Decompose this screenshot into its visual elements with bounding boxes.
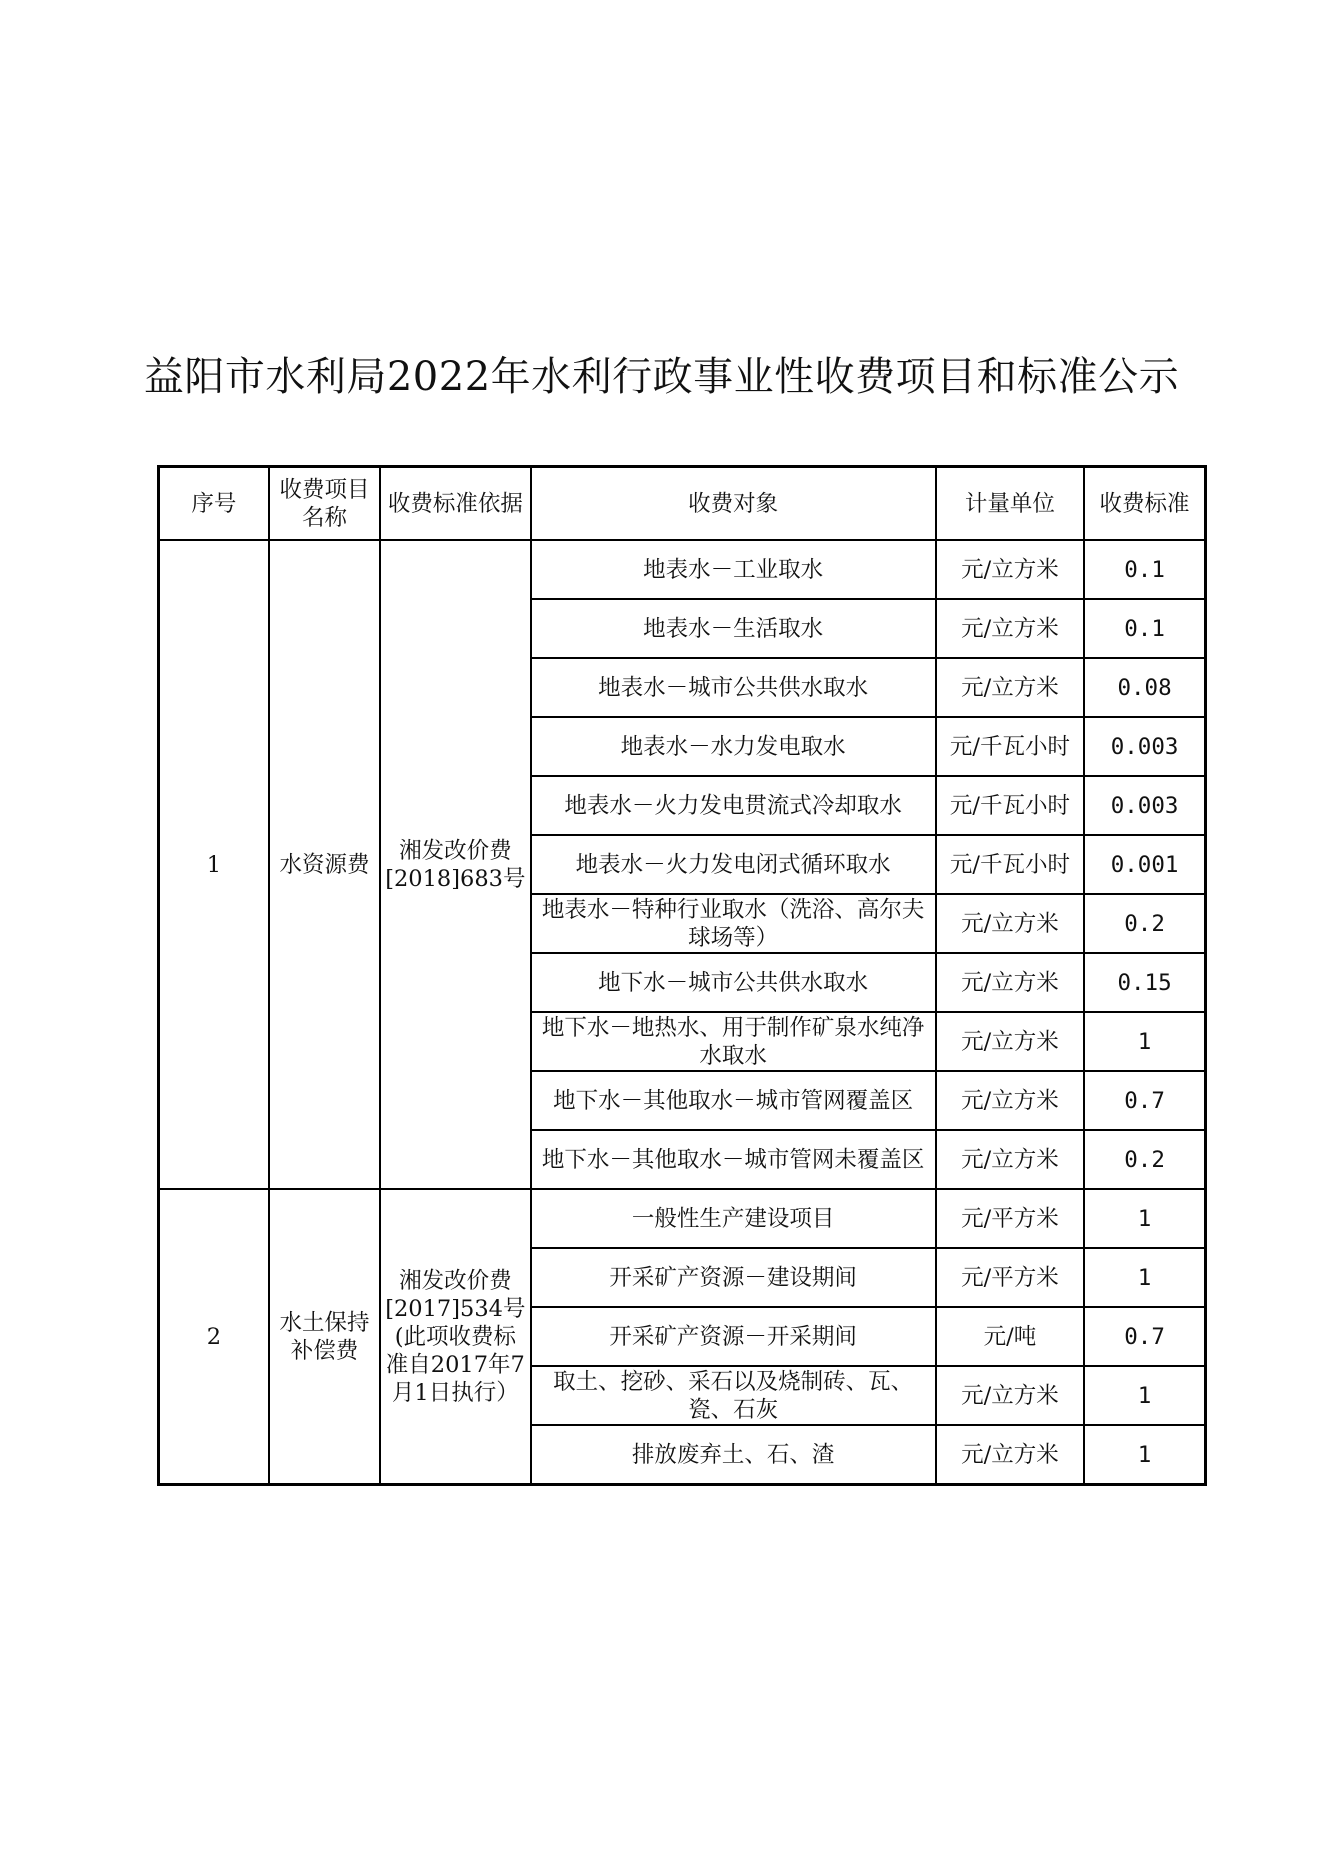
fee-standard: 1: [1084, 1425, 1205, 1485]
fee-object: 地下水－其他取水－城市管网覆盖区: [531, 1071, 936, 1130]
fee-unit: 元/立方米: [936, 894, 1084, 953]
fee-unit: 元/立方米: [936, 1366, 1084, 1425]
fee-object: 地表水－火力发电贯流式冷却取水: [531, 776, 936, 835]
group-item: 水土保持补偿费: [269, 1189, 380, 1485]
fee-standard: 0.1: [1084, 599, 1205, 658]
fee-unit: 元/立方米: [936, 953, 1084, 1012]
fee-unit: 元/立方米: [936, 540, 1084, 599]
fee-object: 地表水－火力发电闭式循环取水: [531, 835, 936, 894]
fee-unit: 元/千瓦小时: [936, 835, 1084, 894]
fee-object: 地下水－其他取水－城市管网未覆盖区: [531, 1130, 936, 1189]
fee-unit: 元/立方米: [936, 1071, 1084, 1130]
fee-standard: 0.7: [1084, 1071, 1205, 1130]
group-basis: 湘发改价费[2017]534号(此项收费标准自2017年7月1日执行）: [380, 1189, 530, 1485]
fee-object: 地下水－地热水、用于制作矿泉水纯净水取水: [531, 1012, 936, 1071]
fee-standard: 0.001: [1084, 835, 1205, 894]
page-title: 益阳市水利局2022年水利行政事业性收费项目和标准公示: [143, 354, 1180, 400]
fee-unit: 元/千瓦小时: [936, 717, 1084, 776]
group-item: 水资源费: [269, 540, 380, 1189]
fee-unit: 元/立方米: [936, 1012, 1084, 1071]
fee-standard: 1: [1084, 1366, 1205, 1425]
header-no: 序号: [159, 467, 269, 541]
fee-object: 地表水－工业取水: [531, 540, 936, 599]
fee-unit: 元/吨: [936, 1307, 1084, 1366]
table-row: [159, 540, 1206, 599]
fee-unit: 元/立方米: [936, 658, 1084, 717]
fee-object: 开采矿产资源－开采期间: [531, 1307, 936, 1366]
header-standard: 收费标准: [1084, 467, 1205, 541]
table-row: [159, 1189, 1206, 1248]
fee-standard: 0.003: [1084, 776, 1205, 835]
fee-table: [157, 465, 1207, 1486]
fee-object: 地表水－生活取水: [531, 599, 936, 658]
fee-standard: 1: [1084, 1248, 1205, 1307]
fee-standard: 0.7: [1084, 1307, 1205, 1366]
fee-unit: 元/千瓦小时: [936, 776, 1084, 835]
fee-object: 开采矿产资源－建设期间: [531, 1248, 936, 1307]
fee-object: 一般性生产建设项目: [531, 1189, 936, 1248]
fee-standard: 0.2: [1084, 1130, 1205, 1189]
fee-object: 地表水－水力发电取水: [531, 717, 936, 776]
fee-unit: 元/平方米: [936, 1189, 1084, 1248]
group-basis: 湘发改价费[2018]683号: [380, 540, 530, 1189]
fee-object: 排放废弃土、石、渣: [531, 1425, 936, 1485]
fee-standard: 0.003: [1084, 717, 1205, 776]
fee-standard: 0.15: [1084, 953, 1205, 1012]
fee-object: 地表水－特种行业取水（洗浴、高尔夫球场等）: [531, 894, 936, 953]
fee-standard: 0.1: [1084, 540, 1205, 599]
group-no: 2: [159, 1189, 269, 1485]
fee-object: 地下水－城市公共供水取水: [531, 953, 936, 1012]
fee-object: 取土、挖砂、采石以及烧制砖、瓦、瓷、石灰: [531, 1366, 936, 1425]
header-row: [159, 467, 1206, 541]
fee-standard: 0.2: [1084, 894, 1205, 953]
fee-object: 地表水－城市公共供水取水: [531, 658, 936, 717]
fee-unit: 元/立方米: [936, 599, 1084, 658]
header-unit: 计量单位: [936, 467, 1084, 541]
fee-unit: 元/立方米: [936, 1130, 1084, 1189]
fee-standard: 0.08: [1084, 658, 1205, 717]
fee-unit: 元/平方米: [936, 1248, 1084, 1307]
fee-standard: 1: [1084, 1012, 1205, 1071]
header-item: 收费项目名称: [269, 467, 380, 541]
group-no: 1: [159, 540, 269, 1189]
fee-standard: 1: [1084, 1189, 1205, 1248]
header-object: 收费对象: [531, 467, 936, 541]
fee-unit: 元/立方米: [936, 1425, 1084, 1485]
header-basis: 收费标准依据: [380, 467, 530, 541]
